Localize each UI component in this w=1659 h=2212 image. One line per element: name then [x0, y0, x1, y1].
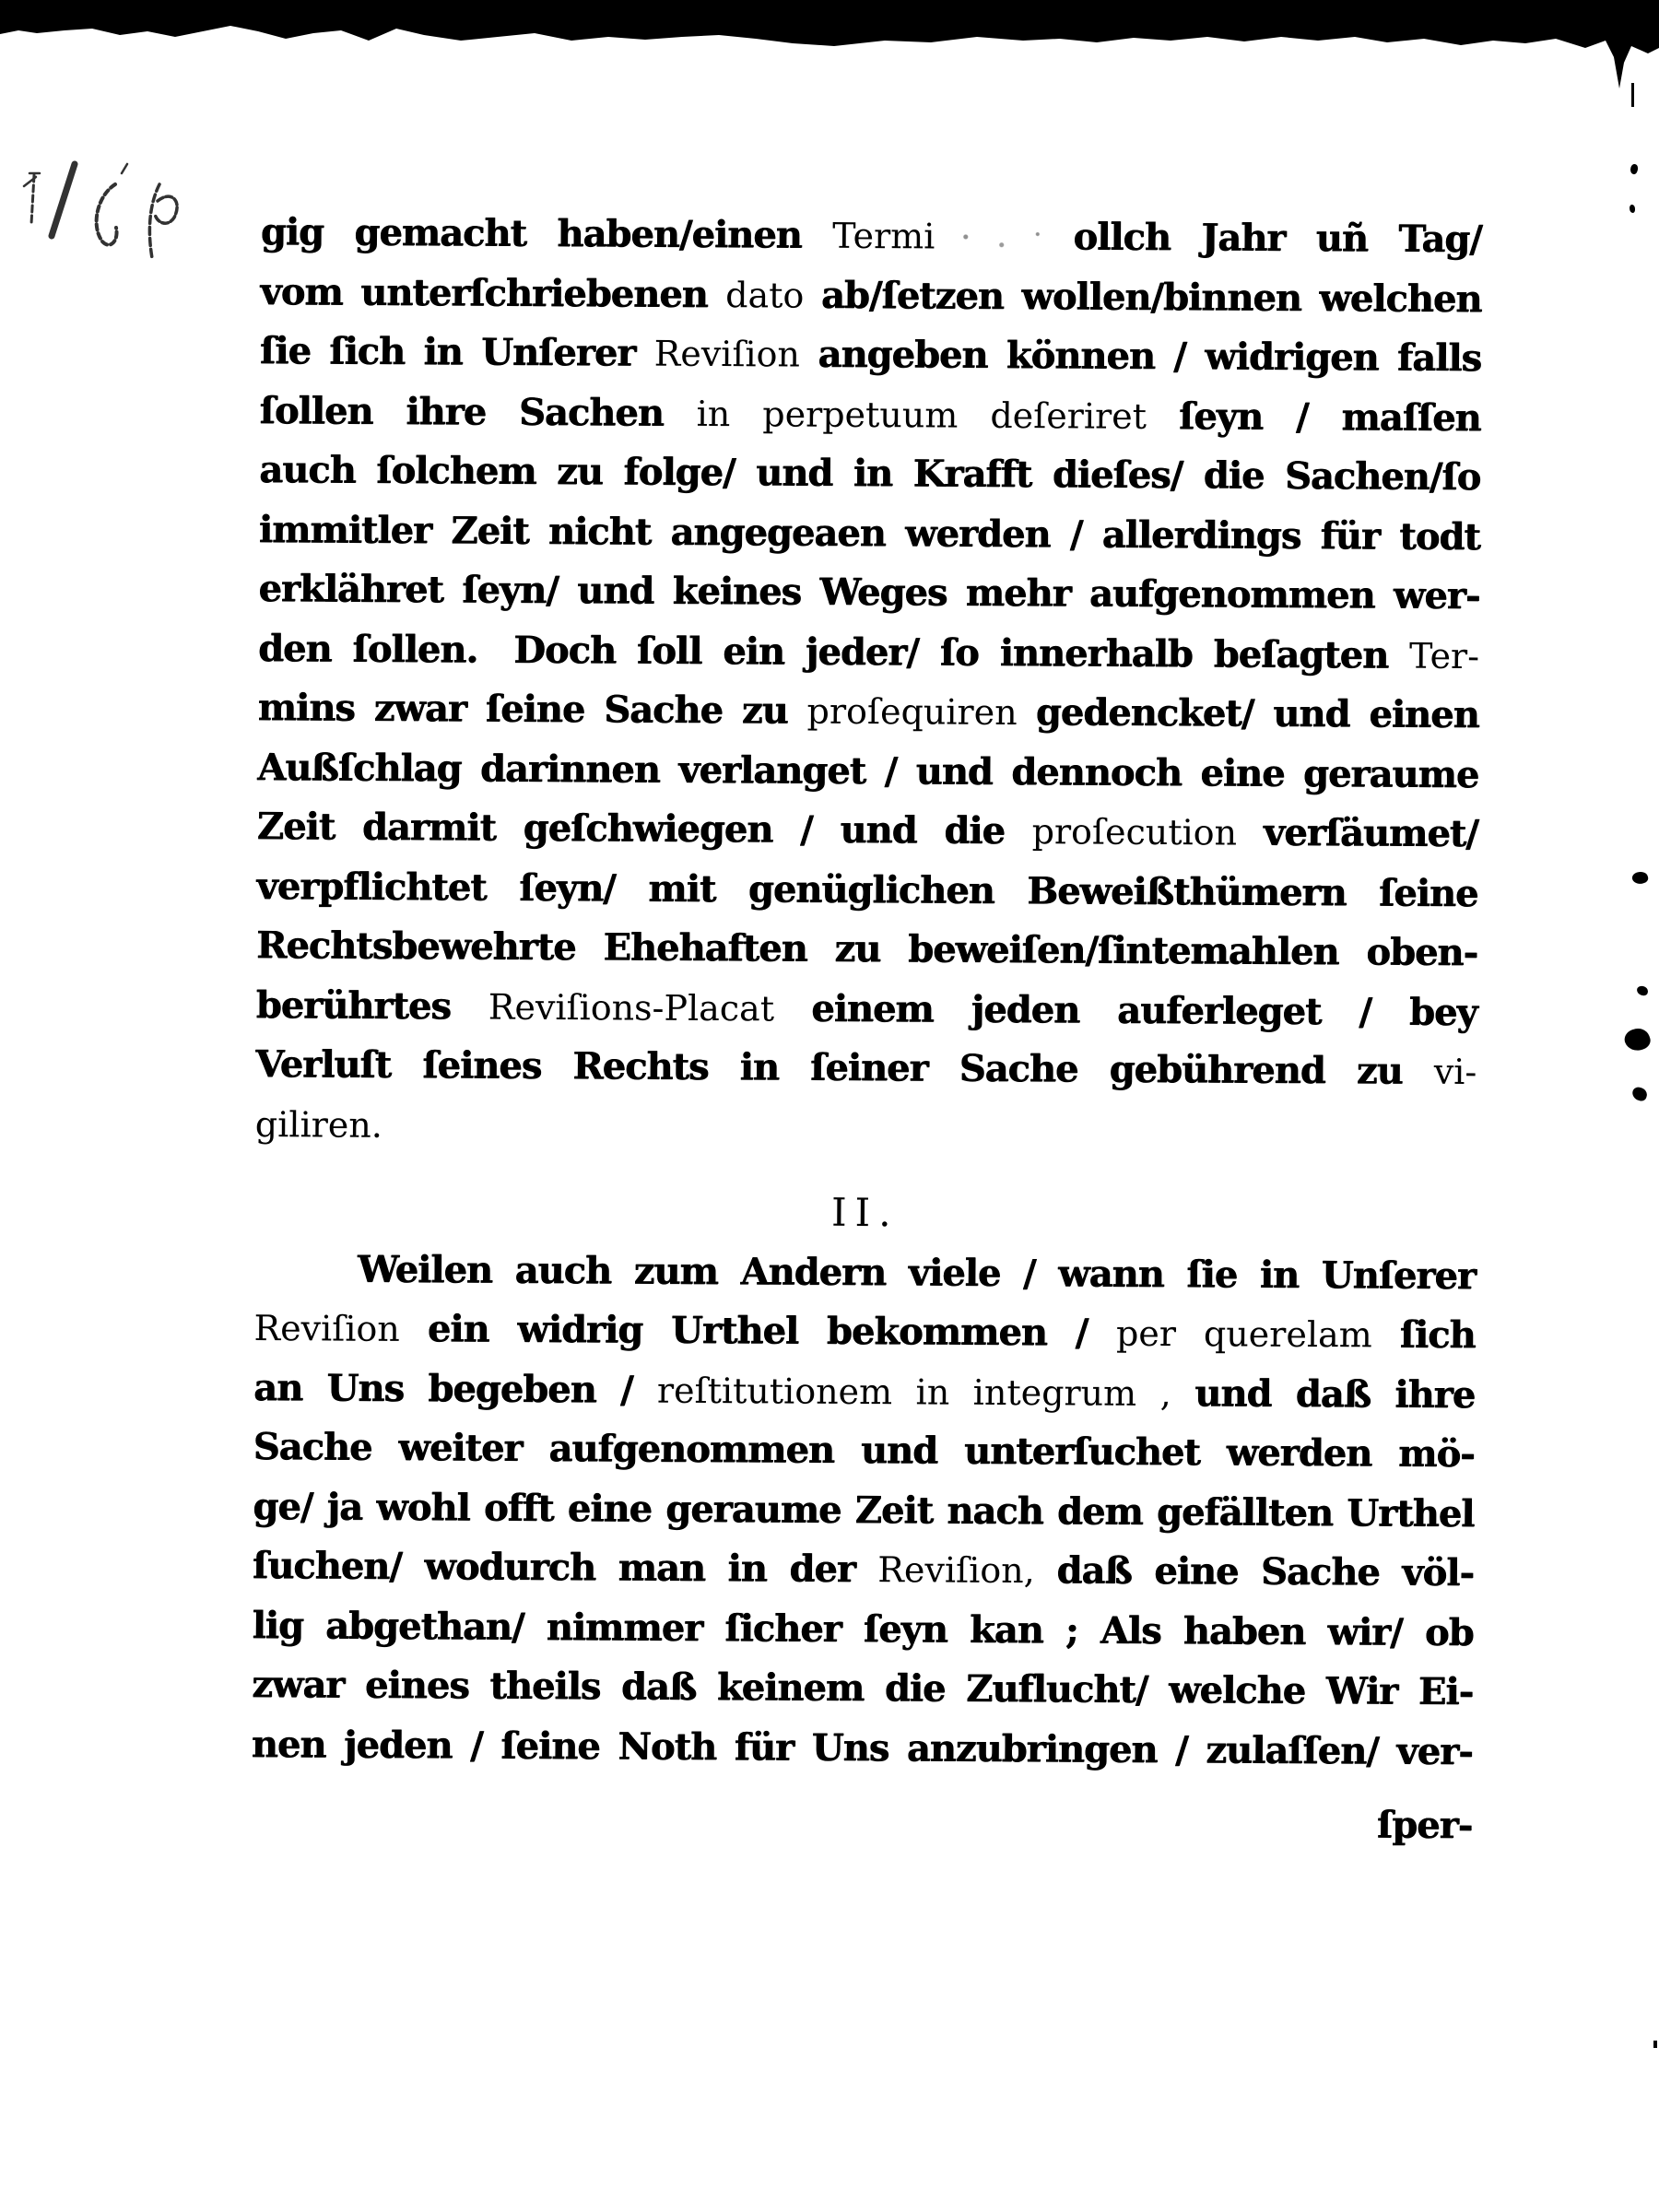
fraktur-text: gig gemacht haben/einen: [260, 209, 833, 257]
antiqua-text: Reviſion: [253, 1307, 428, 1350]
fraktur-text: mins zwar ſeine Sache zu: [257, 685, 807, 733]
ink-speck: [1631, 870, 1649, 885]
text-line: [257, 797, 1478, 865]
fraktur-text: ſie ſich in Unſerer: [259, 328, 654, 375]
text-line: [258, 559, 1479, 627]
text-line: [252, 1714, 1473, 1782]
paragraph-1: [255, 203, 1482, 1161]
antiqua-text: Reviſion: [653, 333, 818, 375]
text-line: [260, 322, 1481, 389]
text-line: [260, 262, 1481, 329]
text-line: [259, 381, 1480, 448]
text-line: [253, 1358, 1475, 1425]
handwritten-mark: [11, 136, 205, 293]
antiqua-text: Termi: [832, 215, 935, 257]
fraktur-text: Rechtsbewehrte Ehehaften zu beweiſen/ſintemahlen oben-: [255, 923, 1478, 975]
ink-speck: [1636, 985, 1648, 996]
text-line: [257, 737, 1478, 805]
fraktur-text: den ſollen. Doch ſoll ein jeder/ ſo innerhalb beſagten: [257, 626, 1410, 677]
antiqua-text: Ter-: [1408, 635, 1480, 677]
fraktur-text: gedencket/ und einen: [1035, 690, 1479, 737]
fraktur-text: verſäumet/: [1263, 810, 1478, 856]
text-line: [258, 618, 1479, 686]
text-line: [256, 856, 1477, 924]
fraktur-text: ollch Jahr uñ Tag/: [1073, 215, 1482, 262]
fraktur-text: auch ſolchem zu folge/ und in Krafft dieſes/ die Sachen/ſo: [259, 447, 1481, 500]
text-line: [259, 500, 1480, 567]
antiqua-text: Reviſions-Placat: [488, 986, 812, 1030]
scan-tear-band: [0, 0, 1659, 111]
fraktur-text: berührtes: [255, 982, 488, 1029]
section-heading: II.: [830, 1189, 900, 1236]
text-line: [259, 441, 1480, 508]
text-line: [257, 678, 1478, 746]
text-block: [251, 203, 1482, 1856]
fraktur-text: Außſchlag darinnen verlanget / und dennoch eine geraume: [257, 745, 1479, 796]
text-line: [254, 1239, 1476, 1306]
fraktur-text: daß eine Sache völ-: [1056, 1548, 1475, 1595]
antiqua-text: reſtitutionem in integrum ,: [656, 1370, 1195, 1414]
antiqua-text: giliren.: [254, 1103, 383, 1146]
text-line: [255, 1035, 1477, 1102]
fraktur-text: ein widrig Urthel bekommen /: [427, 1307, 1117, 1355]
antiqua-text: vi-: [1433, 1051, 1477, 1093]
fraktur-text: ſollen ihre Sachen: [259, 388, 697, 435]
fraktur-text: einem jeden auferleget / bey: [811, 986, 1477, 1034]
ink-speck: [1630, 1086, 1648, 1102]
antiqua-text: Reviſion,: [877, 1549, 1057, 1592]
text-line: [252, 1595, 1473, 1663]
fraktur-text: immitler Zeit nicht angegeaen werden / allerdings für todt: [258, 507, 1480, 559]
fraktur-text: erklähret ſeyn/ und keines Weges mehr aufgenommen wer-: [258, 566, 1480, 618]
ink-speck: [1631, 83, 1634, 107]
text-line: [261, 203, 1482, 270]
text-line: [253, 1418, 1475, 1485]
catchword: [251, 1789, 1472, 1856]
ink-speck: [1629, 163, 1639, 175]
fraktur-text: ge/ ja wohl offt eine geraume Zeit nach dem gefällten Urthel: [253, 1484, 1475, 1535]
catchword-text: ſper-: [1376, 1803, 1473, 1848]
fraktur-text: ſuchen/ wodurch man in der: [252, 1543, 878, 1592]
text-line: [253, 1536, 1474, 1604]
antiqua-text: in perpetuum deſeriret: [696, 393, 1180, 437]
paragraph-2: [252, 1239, 1477, 1782]
fraktur-text: ab/ſetzen wollen/binnen welchen: [820, 273, 1482, 321]
antiqua-text: proſequiren: [806, 690, 1036, 734]
fraktur-text: vom unterſchriebenen: [260, 269, 726, 316]
fraktur-text: zwar eines theils daß keinem die Zuflucht/ welche Wir Ei-: [252, 1662, 1474, 1714]
fraktur-text: und daß ihre: [1194, 1371, 1476, 1417]
ink-speck: [1622, 1025, 1653, 1054]
text-line: [255, 1094, 1477, 1161]
fraktur-text: an Uns begeben /: [253, 1365, 658, 1412]
text-line: [253, 1477, 1474, 1544]
ink-speck: [1653, 2041, 1657, 2048]
antiqua-text: proſecution: [1031, 811, 1265, 853]
text-line: [256, 916, 1477, 983]
ink-speck: [1630, 205, 1635, 213]
fraktur-text: lig abgethan/ nimmer ſicher ſeyn kan ; Als haben wir/ ob: [252, 1603, 1474, 1654]
fraktur-text: Sache weiter aufgenommen und unterſuchet werden mö-: [253, 1424, 1475, 1477]
fraktur-text: Weilen auch zum Andern viele / wann ſie in Unſerer: [357, 1247, 1477, 1298]
text-line: [252, 1655, 1473, 1723]
fraktur-text: ſeyn / maſſen: [1178, 394, 1481, 440]
fraktur-text: ſich: [1399, 1312, 1476, 1358]
fraktur-text: Verluſt ſeines Rechts in ſeiner Sache gebührend zu: [255, 1041, 1434, 1093]
antiqua-text: per querelam: [1115, 1312, 1400, 1356]
damaged-gap: [935, 222, 1073, 254]
fraktur-text: nen jeden / ſeine Noth für Uns anzubringen / zulaſſen/ ver-: [251, 1722, 1473, 1773]
text-line: [255, 975, 1477, 1042]
antiqua-text: dato: [725, 274, 822, 316]
text-line: [253, 1299, 1475, 1366]
fraktur-text: Zeit darmit geſchwiegen / und die: [256, 804, 1032, 853]
fraktur-text: angeben können / widrigen falls: [818, 332, 1482, 381]
fraktur-text: verpflichtet ſeyn/ mit genüglichen Beweißthümern ſeine: [256, 864, 1478, 915]
